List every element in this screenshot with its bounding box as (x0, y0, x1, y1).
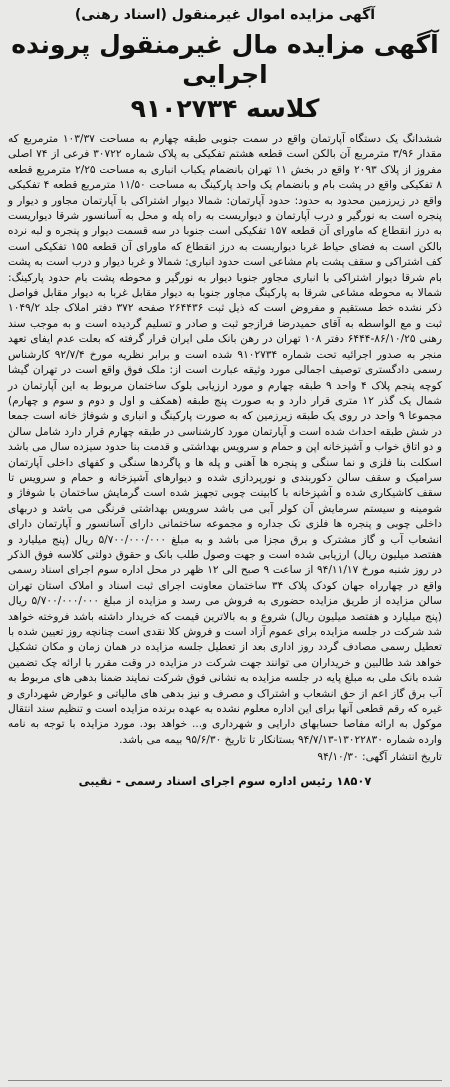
bottom-divider (8, 1080, 442, 1081)
notice-title: آگهی مزایده مال غیرمنقول پرونده اجرایی (11, 30, 439, 89)
notice-body: ششدانگ یک دستگاه آپارتمان واقع در سمت جنوبی طبقه چهارم به مساحت ۱۰۳/۳۷ مترمربع که مقدار ۳/۹۶ مترمربع آن بالکن است قطعه هشتم تفکیکی به پلاک شماره ۳۰۷۲۲ فرعی از ۷۴ اصلی مفروز از پلاک ۲۰۹۳ واقع در بخش ۱۱ تهران بانضمام یکباب انباری به مساحت ۲/۲۵ مترمربع قطعه ۸ تفکیکی واقع در پشت بام و بانضمام یک واحد پارکینگ به مساحت ۱۱/۵۰ مترمربع قطعه ۴ تفکیکی واقع در زیرزمین محدود به حدود: حدود آپارتمان: شمالا دیوار اشتراکی با آپارتمان مجاور و دیوار و پنجره است به نورگیر و درب آپارتمان و دیواریست به راه پله و محل به آسانسور شرقا دیواریست به درز انقطاع که ماورای آن قطعه ۱۵۷ تفکیکی است جنوبا در سه قسمت دیوار و پنجره و لبه نرده بالکن است به فضای حیاط غربا دیواریست به درز انقطاع که ماورای آن قطعه ۱۵۵ تفکیکی است کف اشتراکی و سقف پشت بام مشاعی است حدود انباری: شمالا و غربا دیوار و درب است به پشت بام شرقا دیوار اشتراکی با انباری مجاور جنوبا دیوار به نورگیر و محوطه پشت بام حدود پارکینگ: شمالا به محوطه مشاعی شرقا به پارکینگ مجاور جنوبا به دیوار مقابل غربا به دیوار مقابل فواصل ذکر نشده خط مستقیم و مفروض است که ذیل ثبت ۲۶۴۴۳۶ صفحه ۳۷۲ دفتر املاک جلد ۱۰۴۹/۲ ثبت و مع الواسطه به آقای حمیدرضا فرازجو ثبت و صادر و تسلیم گردیده است و به موجب سند رهنی ۸۶/۱۰/۲۵-۶۴۴۴ دفتر ۱۰۸ تهران در رهن بانک ملی ایران قرار گرفته که بعلت عدم ایفای تعهد منجر به صدور اجرائیه تحت شماره ۹۱۰۲۷۳۴ شده است و برابر نظریه مورخ ۹۲/۷/۴ کارشناس رسمی دادگستری توصیف اجمالی مورد وثیقه عبارت است از: ملک فوق واقع است در تهران گیشا کوچه پنجم پلاک ۴ واحد ۹ طبقه چهارم و مورد ارزیابی بلوک ساختمان مربوط به این آپارتمان در شمال یک گذر ۱۲ متری قرار دارد و به صورت پنج طبقه (همکف و اول و دوم و سوم و چهارم) مجموعا ۹ واحد در روی یک طبقه زیرزمین که به صورت پارکینگ و انباری و شوفاژ خانه است جمعا در شش طبقه احداث شده است و آپارتمان مورد کارشناسی در طبقه چهارم قرار دارد شامل سالن و دو اتاق خواب و آشپزخانه اپن و حمام و سرویس بهداشتی و قدمت بنا حدود سیزده سال می باشد اسکلت بنا فلزی و نما سنگی و پنجره ها آهنی و پله ها و پاگردها سنگی و کفهای داخلی آپارتمان سرامیک و سقف سالن دکوربندی و نورپردازی شده و دیوارهای آشپزخانه و حمام و سرویس تا سقف کاشیکاری شده و آشپزخانه با کابینت چوبی تجهیز شده است گرمایش ساختمان با شوفاژ و شومینه و سیستم سرمایش آن کولر آبی می باشد سرویس بهداشتی فرنگی می باشد و دربهای داخلی چوبی و پنجره ها فلزی تک جداره و مجموعه ساختمانی دارای آسانسور و آپارتمان دارای انشعاب آب و گاز مشترک و برق مجزا می باشد و به مبلغ ۵/۷۰۰/۰۰۰/۰۰۰ ریال (پنج میلیارد و هفتصد میلیون ریال) ارزیابی شده است و جهت وصول طلب بانک و حقوق دولتی کلاسه فوق الذکر در روز شنبه مورخ ۹۴/۱۱/۱۷ از ساعت ۹ صبح الی ۱۲ ظهر در محل اداره سوم اجرای اسناد رسمی واقع در چهارراه جهان کودک پلاک ۳۴ ساختمان معاونت اجرای ثبت اسناد و املاک استان تهران سالن مزایده از طریق مزایده حضوری به فروش می رسد و مزایده از مبلغ ۵/۷۰۰/۰۰۰/۰۰۰ ریال (پنج میلیارد و هفتصد میلیون ریال) شروع و به بالاترین قیمت که خریدار داشته باشد فروخته خواهد شد شرکت در جلسه مزایده برای عموم آزاد است و فروش کلا نقدی است چنانچه روز تعیین شده با تعطیل رسمی مصادف گردد روز اداری بعد از تعطیل جلسه مزایده در همان زمان و مکان تشکیل خواهد شد طالبین و خریداران می توانند جهت شرکت در مزایده در وقت مقرر با ارائه چک تضمین شده بانک ملی به مبلغ پایه در جلسه مزایده به نشانی فوق شرکت نمایند ضمنا بدهی های مربوط به آب برق گاز اعم از حق انشعاب و اشتراک و مصرف و نیز بدهی های مالیاتی و عوارض شهرداری و غیره که رقم قطعی آنها برای این اداره معلوم نشده به عهده برنده مزایده است و تنظیم سند انتقال موکول به ارائه مفاصا حسابهای دارایی و شهرداری و... خواهد بود. مورد مزایده با توجه به نامه وارده شماره ۱۳۰۲۲۸۳۰-۹۴/۷/۱۳ بستانکار تا تاریخ ۹۵/۶/۳۰ بیمه می باشد. (8, 133, 443, 746)
notice-signature: ۱۸۵۰۷ رئیس اداره سوم اجرای اسناد رسمی - نقیبی (78, 773, 372, 788)
notice-sub-heading: آگهی مزایده اموال غیرمنقول (اسناد رهنی) (74, 7, 376, 23)
publish-date: تاریخ انتشار آگهی: ۹۴/۱۰/۳۰ (317, 751, 442, 764)
case-number: کلاسه ۹۱۰۲۷۳۴ (130, 94, 320, 123)
